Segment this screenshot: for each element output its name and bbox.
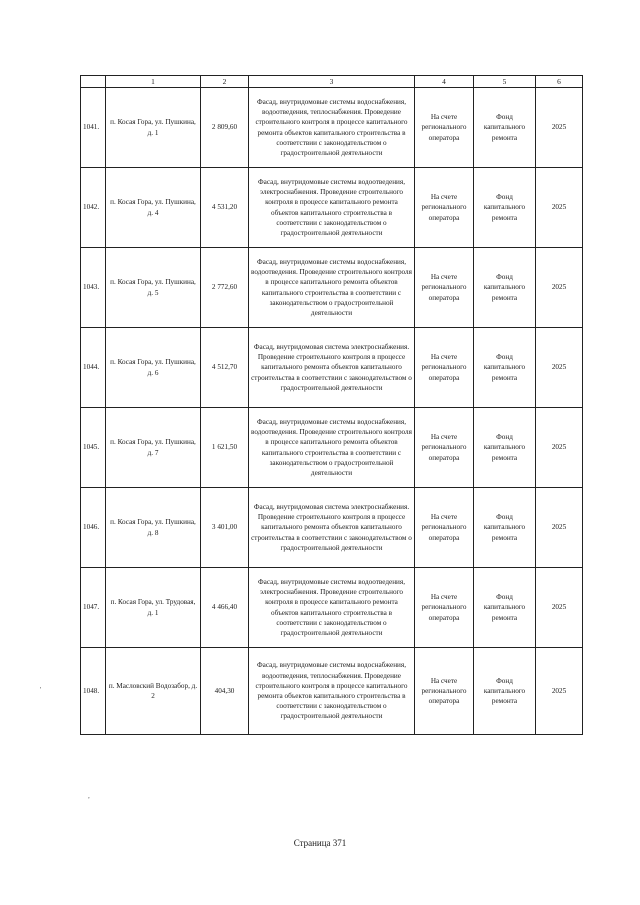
account-cell: На счете регионального оператора [415, 488, 474, 568]
address-cell: п. Косая Гора, ул. Трудовая, д. 1 [106, 568, 201, 648]
header-cell: 1 [106, 76, 201, 88]
table-row [81, 568, 583, 648]
area-cell: 2 772,60 [201, 248, 249, 328]
address-cell: п. Косая Гора, ул. Пушкина, д. 1 [106, 88, 201, 168]
account-cell: На счете регионального оператора [415, 88, 474, 168]
area-cell: 4 531,20 [201, 168, 249, 248]
header-row [81, 76, 583, 88]
account-cell: На счете регионального оператора [415, 568, 474, 648]
works-cell: Фасад, внутридомовые системы водоснабжения, водоотведения. Проведение строительного контроля в процессе капитального ремонта объектов капитального строительства в соответствии с законодательством о градостроительной деятельности [249, 408, 415, 488]
document-sheet [80, 75, 582, 735]
header-cell: 3 [249, 76, 415, 88]
header-cell: 2 [201, 76, 249, 88]
area-cell: 404,30 [201, 648, 249, 735]
page-number: Страница 371 [293, 838, 347, 848]
header-cell [81, 76, 106, 88]
year-cell: 2025 [536, 408, 583, 488]
table-row [81, 408, 583, 488]
row-number: 1046. [81, 488, 106, 568]
row-number: 1043. [81, 248, 106, 328]
fund-cell: Фонд капитального ремонта [474, 488, 536, 568]
fund-cell: Фонд капитального ремонта [474, 568, 536, 648]
area-cell: 2 809,60 [201, 88, 249, 168]
table-row [81, 328, 583, 408]
address-cell: п. Косая Гора, ул. Пушкина, д. 7 [106, 408, 201, 488]
address-cell: п. Масловский Водозабор, д. 2 [106, 648, 201, 735]
year-cell: 2025 [536, 648, 583, 735]
year-cell: 2025 [536, 488, 583, 568]
fund-cell: Фонд капитального ремонта [474, 88, 536, 168]
fund-cell: Фонд капитального ремонта [474, 408, 536, 488]
address-cell: п. Косая Гора, ул. Пушкина, д. 8 [106, 488, 201, 568]
address-cell: п. Косая Гора, ул. Пушкина, д. 6 [106, 328, 201, 408]
header-cell: 4 [415, 76, 474, 88]
address-cell: п. Косая Гора, ул. Пушкина, д. 5 [106, 248, 201, 328]
area-cell: 1 621,50 [201, 408, 249, 488]
account-cell: На счете регионального оператора [415, 648, 474, 735]
works-cell: Фасад, внутридомовые системы водоснабжения, водоотведения, теплоснабжения. Проведение строительного контроля в процессе капитального ремонта объектов капитального строительства в соответствии с законодательством о градостроительной деятельности [249, 88, 415, 168]
year-cell: 2025 [536, 168, 583, 248]
area-cell: 4 512,70 [201, 328, 249, 408]
row-number: 1045. [81, 408, 106, 488]
works-cell: Фасад, внутридомовые системы водоснабжения, водоотведения, теплоснабжения. Проведение строительного контроля в процессе капитального ремонта объектов капитального строительства в соответствии с законодательством о градостроительной деятельности [249, 648, 415, 735]
works-cell: Фасад, внутридомовая система электроснабжения. Проведение строительного контроля в процессе капитального ремонта объектов капитального строительства в соответствии с законодательством о градостроительной деятельности [249, 328, 415, 408]
row-number: 1041. [81, 88, 106, 168]
table-row [81, 248, 583, 328]
table-row [81, 88, 583, 168]
year-cell: 2025 [536, 568, 583, 648]
year-cell: 2025 [536, 248, 583, 328]
fund-cell: Фонд капитального ремонта [474, 328, 536, 408]
row-number: 1048. [81, 648, 106, 735]
header-cell: 6 [536, 76, 583, 88]
fund-cell: Фонд капитального ремонта [474, 248, 536, 328]
account-cell: На счете регионального оператора [415, 248, 474, 328]
fund-cell: Фонд капитального ремонта [474, 648, 536, 735]
area-cell: 3 401,00 [201, 488, 249, 568]
works-cell: Фасад, внутридомовые системы водоотведения, электроснабжения. Проведение строительного контроля в процессе капитального ремонта объектов капитального строительства в соответствии с законодательством о градостроительной деятельности [249, 568, 415, 648]
table-row [81, 648, 583, 735]
account-cell: На счете регионального оператора [415, 328, 474, 408]
row-number: 1044. [81, 328, 106, 408]
year-cell: 2025 [536, 88, 583, 168]
header-cell: 5 [474, 76, 536, 88]
account-cell: На счете регионального оператора [415, 408, 474, 488]
fund-cell: Фонд капитального ремонта [474, 168, 536, 248]
area-cell: 4 466,40 [201, 568, 249, 648]
repair-plan-table [80, 75, 583, 735]
table-row [81, 168, 583, 248]
works-cell: Фасад, внутридомовые системы водоотведения, электроснабжения. Проведение строительного контроля в процессе капитального ремонта объектов капитального строительства в соответствии с законодательством о градостроительной деятельности [249, 168, 415, 248]
year-cell: 2025 [536, 328, 583, 408]
works-cell: Фасад, внутридомовые системы водоснабжения, водоотведения. Проведение строительного контроля в процессе капитального ремонта объектов капитального строительства в соответствии с законодательством о градостроительной деятельности [249, 248, 415, 328]
account-cell: На счете регионального оператора [415, 168, 474, 248]
row-number: 1042. [81, 168, 106, 248]
scan-mark: , [88, 792, 90, 800]
table-row [81, 488, 583, 568]
scan-mark: ' [40, 686, 42, 694]
row-number: 1047. [81, 568, 106, 648]
address-cell: п. Косая Гора, ул. Пушкина, д. 4 [106, 168, 201, 248]
works-cell: Фасад, внутридомовая система электроснабжения. Проведение строительного контроля в процессе капитального ремонта объектов капитального строительства в соответствии с законодательством о градостроительной деятельности [249, 488, 415, 568]
